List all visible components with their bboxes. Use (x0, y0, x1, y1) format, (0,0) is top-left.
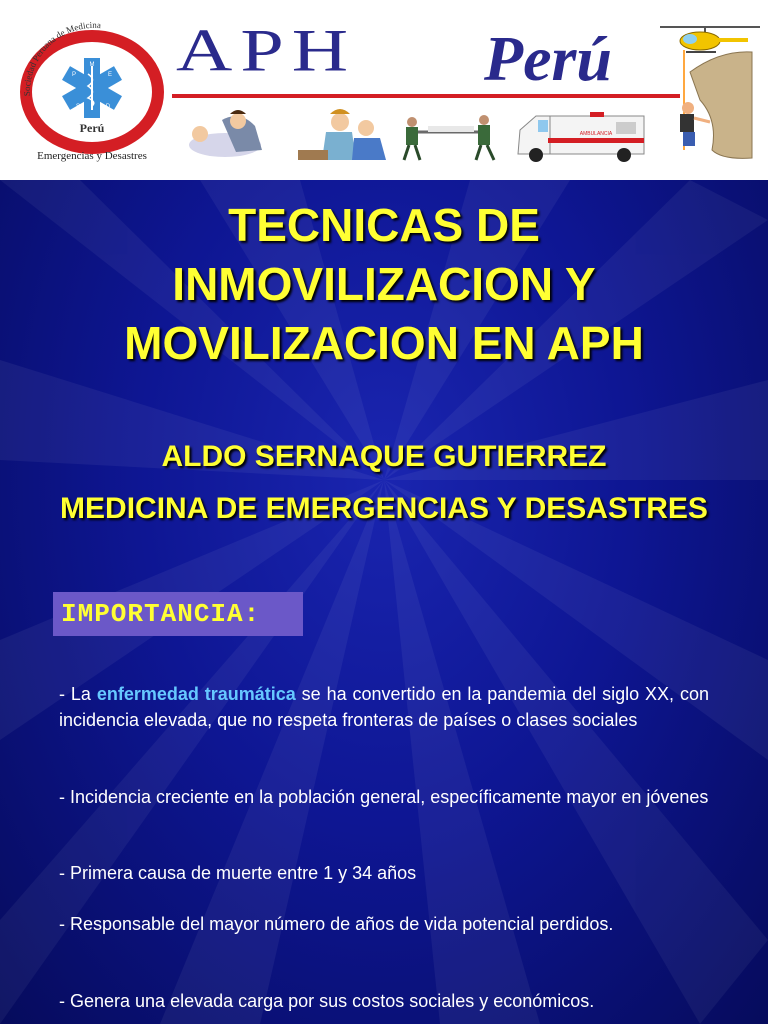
seal-letter-d: D (105, 104, 111, 110)
seal-letter-m: M (89, 62, 95, 68)
title-line: INMOVILIZACION Y (172, 258, 596, 310)
seal-letter-s: S (75, 104, 81, 110)
climber-rescue-icon (680, 50, 752, 158)
bullet-paragraph: - Genera una elevada carga por sus costos sociales y económicos. (59, 991, 595, 1011)
ambulance-text: AMBULANCIA (579, 131, 613, 137)
bullet-highlight: enfermedad traumática (96, 684, 296, 704)
slide-body (0, 180, 768, 1024)
bullet-paragraph: - Primera causa de muerte entre 1 y 34 años (59, 863, 417, 883)
author-specialty: MEDICINA DE EMERGENCIAS Y DESASTRES (60, 492, 708, 525)
title-line: TECNICAS DE (228, 199, 540, 251)
brand-peru: Perú (484, 23, 612, 94)
section-heading-label: IMPORTANCIA: (61, 599, 261, 629)
first-aid-carers-icon (298, 109, 386, 160)
header-banner (0, 0, 768, 180)
seal-letter-e: E (107, 72, 113, 78)
bullet-text: se ha convertido en la pandemia del siglo XX, con incidencia elevada, que no respeta fronteras de países o clases sociales (59, 684, 709, 730)
seal-country: Perú (79, 121, 105, 135)
author-name: ALDO SERNAQUE GUTIERREZ (161, 440, 607, 473)
bullet-paragraph: - Incidencia creciente en la población general, específicamente mayor en jóvenes (59, 787, 709, 807)
seal-arc-text: Sociedad Peruana de Medicina (21, 19, 102, 97)
ambulance-icon (518, 112, 644, 162)
bullet-paragraph (59, 681, 709, 733)
stretcher-bearers-icon (404, 115, 494, 160)
seal-subtitle: Emergencias y Desastres (37, 150, 147, 162)
helicopter-icon (660, 27, 760, 52)
title-line: MOVILIZACION EN APH (124, 317, 644, 369)
seal-letter-p: P (71, 72, 77, 78)
illustration-strip (0, 0, 768, 180)
bullet-prefix: - La (59, 684, 97, 704)
brand-aph: APH (176, 16, 357, 84)
slide-title (0, 196, 768, 373)
section-heading (53, 592, 303, 636)
bullet-paragraph: - Responsable del mayor número de años de vida potencial perdidos. (59, 914, 614, 934)
cpr-rescuer-icon (189, 110, 262, 157)
